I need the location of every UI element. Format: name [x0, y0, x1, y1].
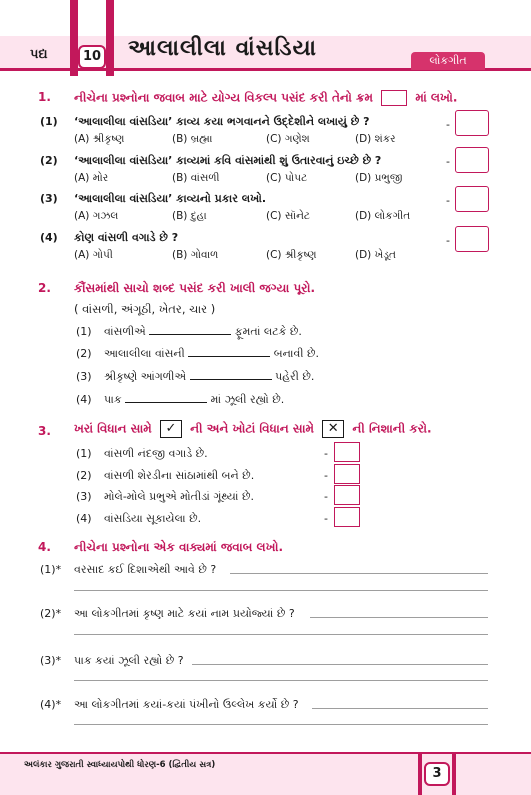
header-tab-left: [70, 0, 78, 76]
fill-blank[interactable]: [149, 325, 231, 335]
mcq-number: (3): [40, 192, 58, 205]
answer-line[interactable]: [230, 573, 488, 574]
answer-line[interactable]: [192, 664, 488, 665]
tick-cross-box[interactable]: [334, 464, 360, 484]
section1-instruction-a: નીચેના પ્રશ્નોના જવાબ માટે યોગ્ય વિકલ્પ પસંદ કરી તેનો ક્રમ: [74, 90, 373, 105]
answer-dash: -: [446, 234, 450, 247]
fill-after: માં ઝૂલી રહ્યો છે.: [210, 393, 285, 406]
mcq-option: (A) ગઝલ: [74, 210, 119, 222]
fill-blank[interactable]: [190, 370, 272, 380]
statement-text: વાંસળી નંદજી વગાડે છે.: [104, 447, 208, 460]
tick-cross-box[interactable]: [334, 485, 360, 505]
answer-dash: -: [324, 512, 328, 525]
short-answer-question: વરસાદ કઈ દિશાએથી આવે છે ?: [74, 563, 217, 576]
statement-text: વાંસડિયા સૂકાયેલા છે.: [104, 512, 202, 525]
cross-icon: ✕: [322, 420, 344, 438]
fill-after: પહેરી છે.: [275, 370, 315, 383]
mcq-option: (C) શ્રીકૃષ્ણ: [266, 249, 317, 261]
answer-dash: -: [446, 194, 450, 207]
mcq-option: (D) ખેડૂત: [355, 249, 396, 261]
mcq-question: ‘આલાલીલા વાંસડિયા’ કાવ્યનો પ્રકાર લખો.: [74, 192, 267, 205]
footer-tab-right: [452, 752, 456, 795]
short-answer-number: (3)*: [40, 654, 62, 667]
mcq-option: (C) સૉનેટ: [266, 210, 311, 222]
fill-sentence: [104, 325, 302, 339]
fill-blank[interactable]: [188, 347, 270, 357]
answer-box[interactable]: [455, 147, 489, 173]
section3-instruction-a: ખરાં વિધાન સામે: [74, 421, 152, 436]
mcq-option: (B) બ્રહ્મા: [172, 133, 213, 145]
statement-text: વાંસળી શેરડીના સાંઠામાંથી બને છે.: [104, 469, 255, 482]
word-bank: ( વાંસળી, અંગૂઠી, ખેતર, ચાર ): [74, 302, 216, 316]
section3-number: 3.: [38, 424, 51, 438]
mcq-option: (D) શંકર: [355, 133, 396, 145]
tick-cross-box[interactable]: [334, 507, 360, 527]
answer-line[interactable]: [74, 634, 488, 635]
mcq-option: (D) લોકગીત: [355, 210, 411, 222]
tick-cross-box[interactable]: [334, 442, 360, 462]
answer-dash: -: [446, 118, 450, 131]
fill-before: આલાલીલા વાંસની: [104, 347, 185, 360]
answer-dash: -: [324, 469, 328, 482]
section1-number: 1.: [38, 90, 51, 104]
answer-line[interactable]: [310, 617, 488, 618]
section2-number: 2.: [38, 281, 51, 295]
fill-after: બનાવી છે.: [273, 347, 319, 360]
fill-after: ફૂમતાં લટકે છે.: [234, 325, 302, 338]
mcq-option: (A) શ્રીકૃષ્ણ: [74, 133, 125, 145]
statement-number: (2): [76, 469, 92, 482]
section1-instruction: [74, 90, 457, 106]
fill-number: (3): [76, 370, 92, 383]
mcq-question: ‘આલાલીલા વાંસડિયા’ કાવ્ય કયા ભગવાનને ઉદ્દેશીને લખાયું છે ?: [74, 115, 370, 128]
answer-box[interactable]: [455, 110, 489, 136]
fill-before: શ્રીકૃષ્ણે આંગળીએ: [104, 370, 187, 383]
fill-sentence: [104, 347, 319, 361]
mcq-option: (B) ગોવાળ: [172, 249, 219, 261]
section4-instruction: નીચેના પ્રશ્નોના એક વાક્યમાં જવાબ લખો.: [74, 540, 284, 554]
section3-instruction-b: ની અને ખોટાં વિધાન સામે: [190, 421, 315, 436]
mcq-option: (A) મોર: [74, 172, 109, 184]
answer-dash: -: [446, 155, 450, 168]
section-type-label: પદ્ય: [30, 47, 48, 62]
page-number: 3: [424, 762, 450, 786]
mcq-option: (B) વાંસળી: [172, 172, 220, 184]
answer-box[interactable]: [455, 186, 489, 212]
statement-text: મોલે-મોલે પ્રભુએ મોતીડાં ગૂંથ્યાં છે.: [104, 490, 254, 503]
short-answer-number: (2)*: [40, 607, 62, 620]
footer-tab-left: [418, 752, 422, 795]
fill-sentence: [104, 393, 284, 407]
answer-line[interactable]: [74, 724, 488, 725]
book-title: અલંકાર ગુજરાતી સ્વાધ્યાયપોથી ધોરણ-6 (દ્વિતીય સત્ર): [24, 760, 216, 770]
header-tab-right: [106, 0, 114, 76]
fill-number: (1): [76, 325, 92, 338]
mcq-option: (A) ગોપી: [74, 249, 113, 261]
fill-sentence: [104, 370, 314, 384]
fill-blank[interactable]: [125, 393, 207, 403]
section1-instruction-b: માં લખો.: [415, 90, 458, 105]
short-answer-number: (4)*: [40, 698, 62, 711]
answer-line[interactable]: [74, 680, 488, 681]
short-answer-question: આ લોકગીતમાં કયાં-કયાં પંખીનો ઉલ્લેખ કર્યો છે ?: [74, 698, 299, 711]
mcq-number: (1): [40, 115, 58, 128]
mcq-question: ‘આલાલીલા વાંસડિયા’ કાવ્યમાં કવિ વાંસમાંથી શું ઉતારવાનું ઇચ્છે છે ?: [74, 154, 382, 167]
answer-box-sample: [381, 90, 407, 106]
mcq-option: (D) પ્રભુજી: [355, 172, 403, 184]
statement-number: (4): [76, 512, 92, 525]
mcq-question: કોણ વાંસળી વગાડે છે ?: [74, 231, 179, 244]
mcq-option: (C) ગણેશ: [266, 133, 310, 145]
fill-before: વાંસળીએ: [104, 325, 146, 338]
statement-number: (1): [76, 447, 92, 460]
answer-dash: -: [324, 490, 328, 503]
fill-number: (2): [76, 347, 92, 360]
mcq-option: (C) પોપટ: [266, 172, 308, 184]
section3-instruction: [74, 420, 432, 438]
section2-instruction: કૌંસમાંથી સાચો શબ્દ પસંદ કરી ખાલી જગ્યા પૂરો.: [74, 281, 316, 295]
answer-box[interactable]: [455, 226, 489, 252]
mcq-number: (2): [40, 154, 58, 167]
page-title: આલાલીલા વાંસડિયા: [128, 36, 317, 61]
tick-icon: ✓: [160, 420, 182, 438]
short-answer-question: આ લોકગીતમાં કૃષ્ણ માટે કયાં નામ પ્રયોજ્યાં છે ?: [74, 607, 295, 620]
statement-number: (3): [76, 490, 92, 503]
answer-line[interactable]: [74, 590, 488, 591]
answer-dash: -: [324, 447, 328, 460]
fill-number: (4): [76, 393, 92, 406]
fill-before: પાક: [104, 393, 122, 406]
section3-instruction-c: ની નિશાની કરો.: [352, 421, 432, 436]
short-answer-number: (1)*: [40, 563, 62, 576]
answer-line[interactable]: [312, 708, 488, 709]
lesson-number: 10: [78, 45, 106, 69]
short-answer-question: પાક કયાં ઝૂલી રહ્યો છે ?: [74, 654, 184, 667]
mcq-option: (B) દુહા: [172, 210, 207, 222]
section4-number: 4.: [38, 540, 51, 554]
mcq-number: (4): [40, 231, 58, 244]
genre-tag: લોકગીત: [411, 52, 485, 70]
